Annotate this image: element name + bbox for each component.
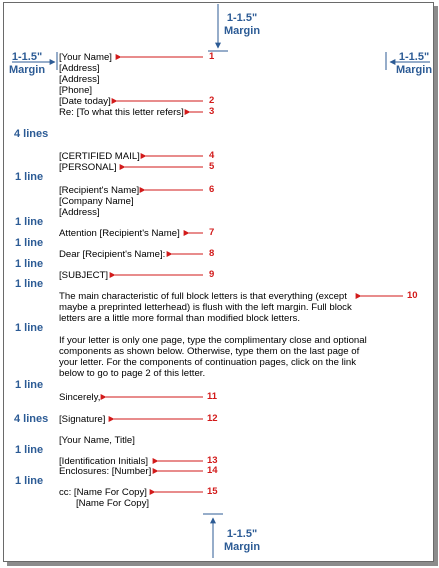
spacing-label: 1 line [15, 216, 44, 228]
spacing-label: 1 line [15, 475, 44, 487]
cc-line-2: [Name For Copy] [76, 498, 150, 509]
reference-line: Re: [To what this letter refers] [59, 107, 184, 118]
callout-number-7: 7 [209, 227, 215, 238]
callout-number-15: 15 [207, 486, 218, 497]
personal-line: [PERSONAL] [59, 162, 117, 173]
cc-line-1: cc: [Name For Copy] [59, 487, 147, 498]
recipient-company: [Company Name] [59, 196, 134, 207]
attention-line: Attention [Recipient's Name] [59, 228, 180, 239]
body-paragraph-2: If your letter is only one page, type the complimentary close and optional components as shown below. Otherwise, type them on the last page of your letter. For the components of continuation pages, click on the link below to go to page 2 of this letter. [59, 335, 367, 379]
spacing-label: 1 line [15, 444, 44, 456]
name-title-line: [Your Name, Title] [59, 435, 135, 446]
spacing-label: 1 line [15, 322, 44, 334]
callout-number-14: 14 [207, 465, 218, 476]
recipient-address: [Address] [59, 207, 100, 218]
right-margin-word: Margin [396, 64, 433, 76]
bottom-margin-size: 1-1.5" [226, 528, 258, 540]
callout-number-12: 12 [207, 413, 218, 424]
bottom-margin-word: Margin [224, 541, 261, 553]
sender-address-1: [Address] [59, 63, 100, 74]
callout-number-6: 6 [209, 184, 215, 195]
bottom-margin-label [224, 528, 260, 554]
spacing-label: 1 line [15, 258, 44, 270]
complimentary-close: Sincerely, [59, 392, 101, 403]
top-margin-size: 1-1.5" [226, 12, 258, 24]
sender-phone: [Phone] [59, 85, 93, 96]
date-line: [Date today] [59, 96, 111, 107]
callout-number-11: 11 [207, 391, 218, 402]
spacing-label: 1 line [15, 379, 44, 391]
spacing-label: 1 line [15, 171, 44, 183]
callout-number-4: 4 [209, 150, 215, 161]
callout-number-10: 10 [407, 290, 418, 301]
right-margin-size: 1-1.5" [398, 51, 430, 63]
top-margin-label [224, 12, 260, 38]
subject-line: [SUBJECT] [59, 270, 109, 281]
spacing-label: 1 line [15, 237, 44, 249]
left-margin-size: 1-1.5" [11, 51, 43, 63]
spacing-label: 4 lines [14, 413, 49, 425]
salutation: Dear [Recipient's Name]: [59, 249, 166, 260]
sender-address-2: [Address] [59, 74, 100, 85]
left-margin-word: Margin [9, 64, 46, 76]
certified-mail-line: [CERTIFIED MAIL] [59, 151, 140, 162]
signature-line: [Signature] [59, 414, 106, 425]
body-paragraph-1: The main characteristic of full block letters is that everything (except maybe a preprinted letterhead) is flush with the left margin. Full block letters are a little more formal than modified block letters. [59, 291, 352, 324]
top-margin-word: Margin [224, 25, 261, 37]
callout-number-9: 9 [209, 269, 215, 280]
left-margin-label [9, 51, 45, 77]
sender-name: [Your Name] [59, 52, 112, 63]
recipient-name: [Recipient's Name] [59, 185, 140, 196]
callout-number-1: 1 [209, 51, 215, 62]
bottom-margin-arrow [203, 514, 223, 558]
spacing-label: 1 line [15, 278, 44, 290]
callout-number-2: 2 [209, 95, 215, 106]
callout-number-13: 13 [207, 455, 218, 466]
right-margin-label [396, 51, 432, 77]
callout-number-3: 3 [209, 106, 215, 117]
identification-initials: [Identification Initials] [59, 456, 149, 467]
callout-number-5: 5 [209, 161, 215, 172]
enclosures-line: Enclosures: [Number] [59, 466, 152, 477]
spacing-label: 4 lines [14, 128, 49, 140]
callout-number-8: 8 [209, 248, 215, 259]
